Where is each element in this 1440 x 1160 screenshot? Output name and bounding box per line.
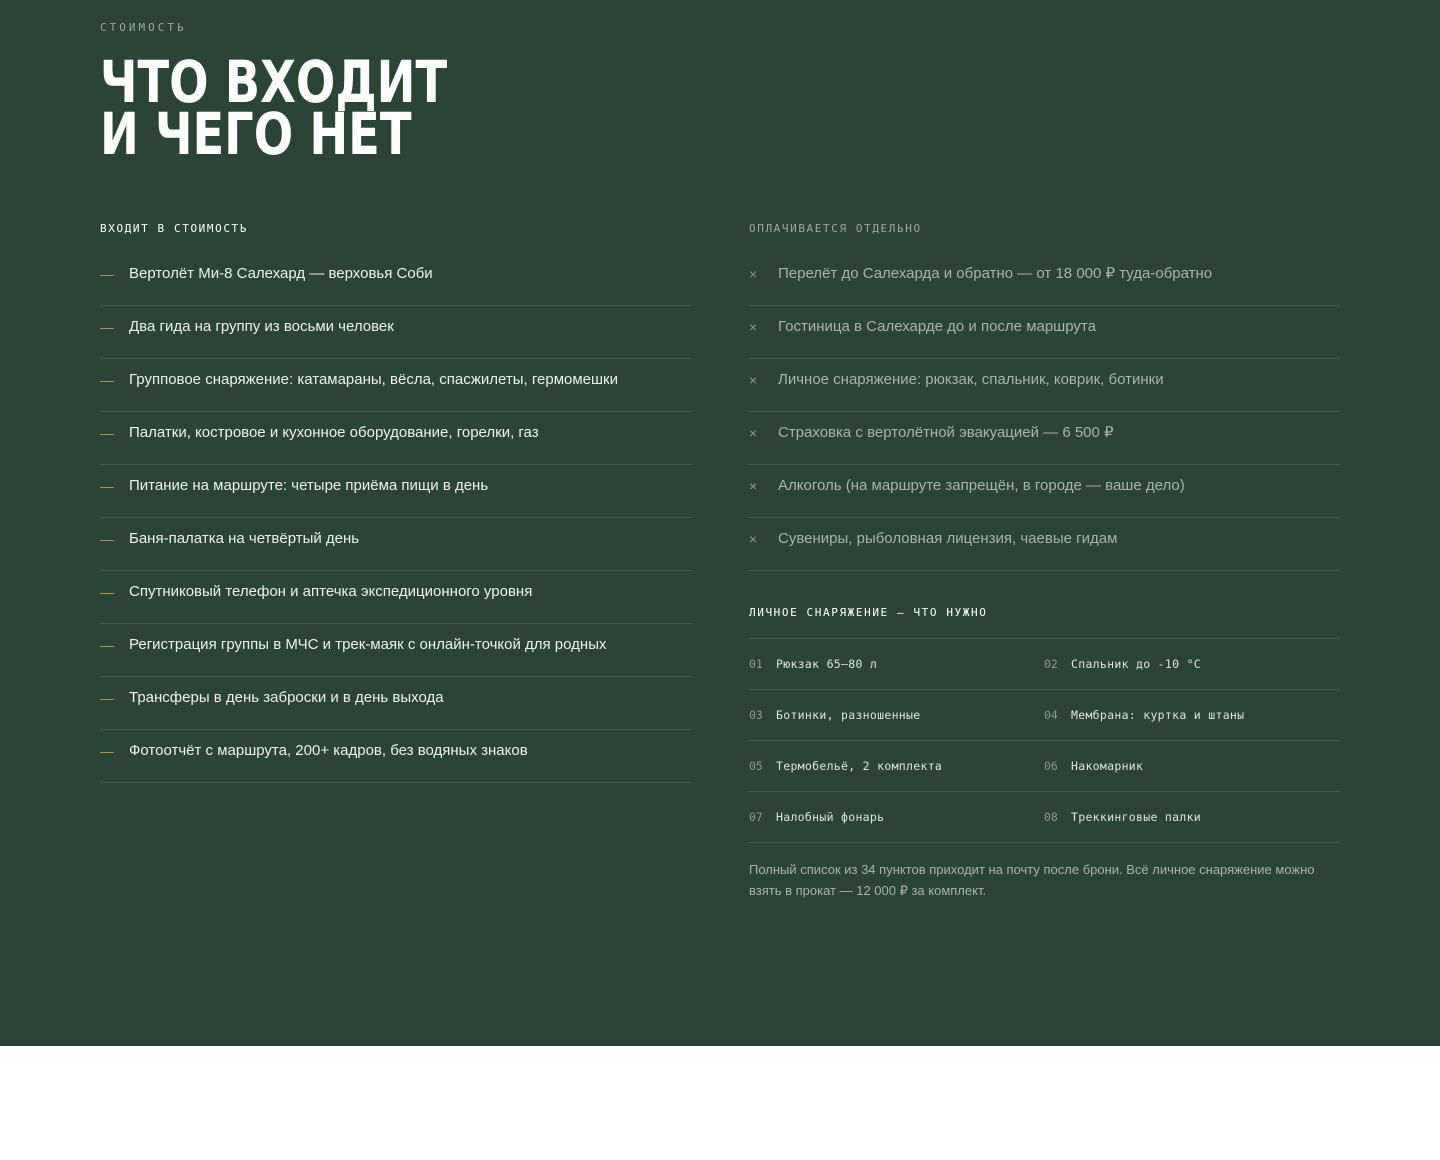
gear-item-name: Накомарник xyxy=(1071,759,1144,773)
included-item xyxy=(100,465,691,518)
gear-item xyxy=(1044,639,1340,690)
gear-item-name: Налобный фонарь xyxy=(776,810,885,824)
gear-item-name: Мембрана: куртка и штаны xyxy=(1071,708,1245,722)
gear-item-number: 04 xyxy=(1044,708,1058,722)
included-item-text: Два гида на группу из восьми человек xyxy=(129,318,394,335)
section-title-line-2: И ЧЕГО НЕТ xyxy=(100,100,412,168)
excluded-item-text: Гостиница в Салехарде до и после маршрута xyxy=(778,318,1096,335)
dash-icon: — xyxy=(100,531,114,547)
dash-icon: — xyxy=(100,319,114,335)
gear-heading: ЛИЧНОЕ СНАРЯЖЕНИЕ — ЧТО НУЖНО xyxy=(749,606,988,619)
section-eyebrow: СТОИМОСТЬ xyxy=(100,21,187,34)
dash-icon: — xyxy=(100,266,114,282)
gear-item-name: Рюкзак 65–80 л xyxy=(776,657,878,671)
cross-icon: × xyxy=(749,531,758,547)
gear-item-name: Ботинки, разношенные xyxy=(776,708,921,722)
gear-item-number: 05 xyxy=(749,759,763,773)
dash-icon: — xyxy=(100,743,114,759)
gear-grid xyxy=(749,638,1340,843)
included-item xyxy=(100,306,691,359)
gear-item-number: 01 xyxy=(749,657,763,671)
gear-item-number: 08 xyxy=(1044,810,1058,824)
gear-item xyxy=(1044,741,1340,792)
included-item xyxy=(100,253,691,306)
gear-item xyxy=(1044,690,1340,741)
included-list xyxy=(100,253,691,783)
excluded-column xyxy=(749,221,1340,571)
included-item xyxy=(100,571,691,624)
excluded-item-text: Личное снаряжение: рюкзак, спальник, коврик, ботинки xyxy=(778,371,1164,388)
gear-item xyxy=(749,741,1044,792)
included-item xyxy=(100,677,691,730)
included-heading: ВХОДИТ В СТОИМОСТЬ xyxy=(100,222,249,235)
excluded-item xyxy=(749,253,1340,306)
section-title xyxy=(100,48,448,168)
cross-icon: × xyxy=(749,266,758,282)
included-item-text: Регистрация группы в МЧС и трек-маяк с онлайн-точкой для родных xyxy=(129,636,607,653)
excluded-item xyxy=(749,306,1340,359)
excluded-item-text: Страховка с вертолётной эвакуацией — 6 500 ₽ xyxy=(778,424,1114,441)
included-item-text: Палатки, костровое и кухонное оборудование, горелки, газ xyxy=(129,424,539,441)
gear-item xyxy=(749,639,1044,690)
gear-item-number: 02 xyxy=(1044,657,1058,671)
excluded-list xyxy=(749,253,1340,571)
included-item xyxy=(100,624,691,677)
included-item xyxy=(100,359,691,412)
excluded-item xyxy=(749,412,1340,465)
dash-icon: — xyxy=(100,637,114,653)
cross-icon: × xyxy=(749,319,758,335)
excluded-item-text: Перелёт до Салехарда и обратно — от 18 000 ₽ туда-обратно xyxy=(778,265,1213,282)
included-column xyxy=(100,221,691,783)
excluded-heading: ОПЛАЧИВАЕТСЯ ОТДЕЛЬНО xyxy=(749,222,922,235)
included-item-text: Групповое снаряжение: катамараны, вёсла, спасжилеты, гермомешки xyxy=(129,371,619,388)
included-item-text: Трансферы в день заброски и в день выхода xyxy=(129,689,444,706)
dash-icon: — xyxy=(100,372,114,388)
included-item-text: Баня-палатка на четвёртый день xyxy=(129,530,360,547)
cross-icon: × xyxy=(749,372,758,388)
cross-icon: × xyxy=(749,478,758,494)
included-item xyxy=(100,518,691,571)
included-item xyxy=(100,730,691,783)
gear-item-number: 03 xyxy=(749,708,763,722)
excluded-item-text: Алкоголь (на маршруте запрещён, в городе — ваше дело) xyxy=(778,477,1185,494)
gear-item-name: Термобельё, 2 комплекта xyxy=(776,759,943,773)
excluded-item xyxy=(749,518,1340,571)
excluded-item xyxy=(749,359,1340,412)
section-title-line-1: ЧТО ВХОДИТ xyxy=(100,48,448,116)
dash-icon: — xyxy=(100,425,114,441)
excluded-item-text: Сувениры, рыболовная лицензия, чаевые гидам xyxy=(778,530,1118,547)
gear-item-name: Спальник до -10 °C xyxy=(1071,657,1202,671)
gear-item xyxy=(1044,792,1340,843)
dash-icon: — xyxy=(100,690,114,706)
gear-item-name: Треккинговые палки xyxy=(1071,810,1202,824)
included-item-text: Вертолёт Ми-8 Салехард — верховья Соби xyxy=(129,265,433,282)
included-item-text: Питание на маршруте: четыре приёма пищи в день xyxy=(129,477,489,494)
dash-icon: — xyxy=(100,478,114,494)
gear-item-number: 07 xyxy=(749,810,763,824)
included-item xyxy=(100,412,691,465)
included-item-text: Фотоотчёт с маршрута, 200+ кадров, без водяных знаков xyxy=(129,742,528,759)
dash-icon: — xyxy=(100,584,114,600)
gear-item xyxy=(749,690,1044,741)
cross-icon: × xyxy=(749,425,758,441)
gear-item xyxy=(749,792,1044,843)
gear-item-number: 06 xyxy=(1044,759,1058,773)
included-item-text: Спутниковый телефон и аптечка экспедиционного уровня xyxy=(129,583,533,600)
gear-note: Полный список из 34 пунктов приходит на почту после брони. Всё личное снаряжение можно взять в прокат — 12 000 ₽ за комплект. xyxy=(749,862,1315,898)
excluded-item xyxy=(749,465,1340,518)
